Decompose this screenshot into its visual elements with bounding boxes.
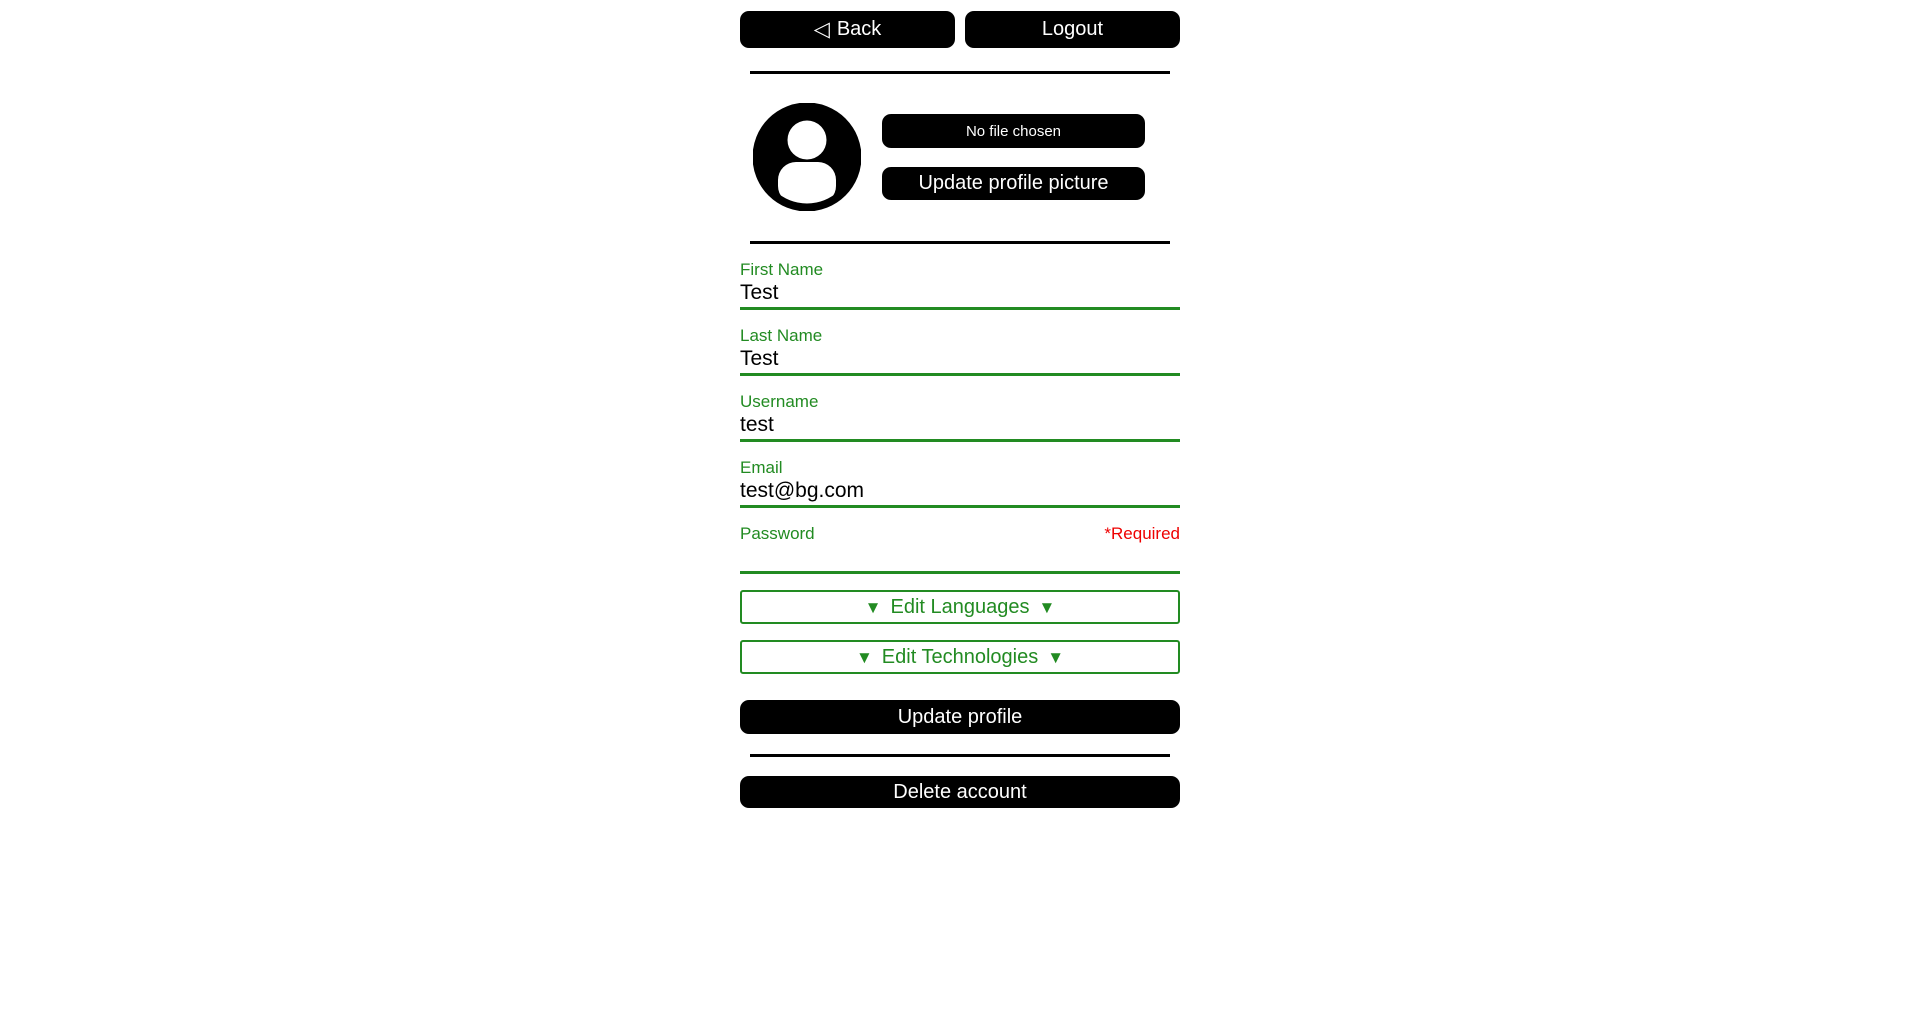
logout-button[interactable] [965,11,1180,48]
back-arrow-icon: ◁ [813,18,830,41]
chevron-down-icon: ▼ [855,647,873,667]
back-button-label: Back [836,18,882,40]
profile-form [740,260,1180,734]
field-username [740,392,1180,442]
update-picture-label: Update profile picture [918,172,1109,194]
field-last-name [740,326,1180,376]
profile-picture-section [740,103,1180,211]
first-name-label: First Name [740,260,824,279]
username-label: Username [740,392,819,411]
password-input[interactable] [740,545,1180,574]
divider [750,754,1170,757]
update-profile-picture-button[interactable] [882,167,1145,200]
password-label: Password [740,524,815,543]
update-profile-label: Update profile [897,705,1023,728]
person-avatar-icon [753,103,861,211]
profile-picture-controls [882,114,1145,200]
delete-account-button[interactable] [740,776,1180,808]
field-first-name [740,260,1180,310]
update-profile-button[interactable] [740,700,1180,734]
profile-page [740,0,1180,808]
last-name-label: Last Name [740,326,823,345]
file-input-status-label: No file chosen [965,122,1062,140]
required-badge: *Required [1104,524,1180,543]
chevron-down-icon: ▼ [864,597,882,617]
username-input[interactable] [740,413,1180,442]
chevron-down-icon: ▼ [1038,597,1056,617]
divider [750,71,1170,74]
field-email [740,458,1180,508]
profile-picture-file-input[interactable] [882,114,1145,148]
edit-technologies-button[interactable] [740,640,1180,674]
edit-languages-label: Edit Languages [890,595,1030,618]
email-label: Email [740,458,783,477]
back-button[interactable] [740,11,955,48]
logout-button-label: Logout [1041,18,1104,40]
edit-languages-button[interactable] [740,590,1180,624]
header [740,11,1180,48]
divider [750,241,1170,244]
field-password [740,524,1180,574]
email-input[interactable] [740,479,1180,508]
delete-account-label: Delete account [893,780,1027,803]
chevron-down-icon: ▼ [1047,647,1065,667]
first-name-input[interactable] [740,281,1180,310]
last-name-input[interactable] [740,347,1180,376]
edit-technologies-label: Edit Technologies [881,645,1039,668]
